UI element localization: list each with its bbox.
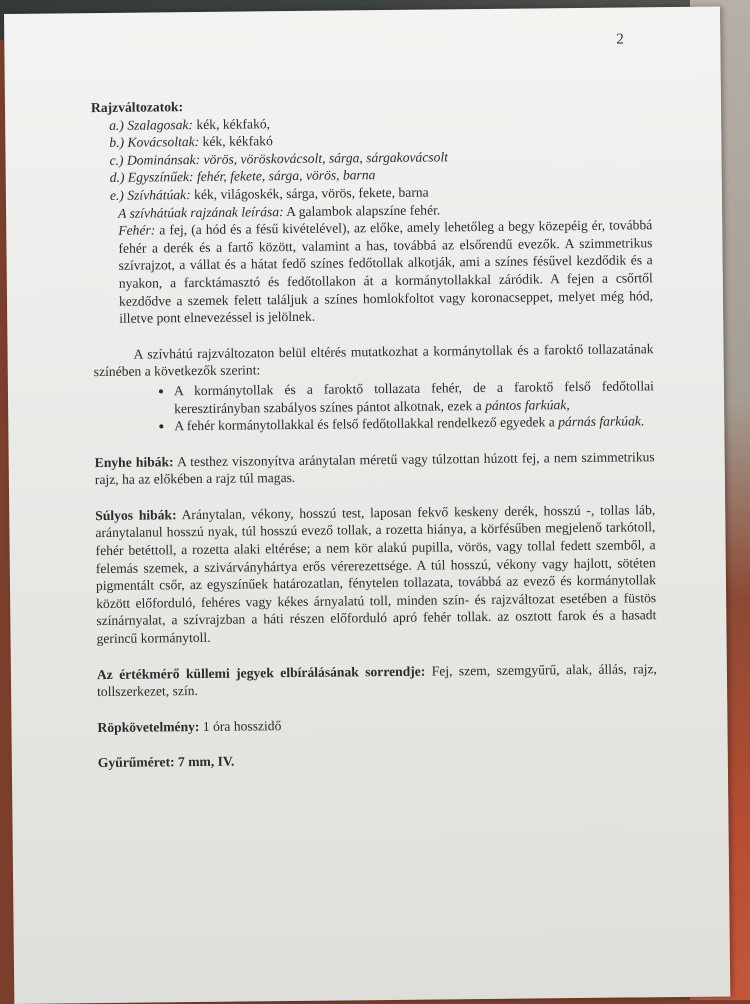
variant-colors: kék, világoskék, sárga, vörös, fekete, barna	[190, 184, 429, 203]
variant-letter: a.)	[109, 117, 124, 133]
variant-name: Dominánsak:	[126, 151, 201, 168]
variant-name: Szívhátúak:	[127, 187, 191, 203]
flight-requirement-label: Röpkövetelmény:	[97, 718, 200, 735]
bullet-text: A kormánytollak és a faroktő tollazata fehér, de a faroktő felső fedőtollai keresztirányban szabályos színes pántot alkotnak, ezek a	[173, 378, 655, 416]
variation-intro: A szívhátú rajzváltozaton belül eltérés mutatkozhat a kormánytollak és a faroktő tollazatának színében a következők szerint:	[93, 340, 654, 380]
variant-letter: b.)	[109, 134, 125, 151]
bullet-item	[174, 377, 654, 417]
major-faults-paragraph	[95, 501, 656, 648]
evaluation-order-label: Az értékmérő küllemi jegyek elbírálásának sorrendje:	[96, 663, 426, 682]
variation-bullets	[94, 377, 655, 436]
minor-faults-paragraph	[95, 448, 655, 489]
page-number: 2	[616, 31, 624, 48]
ring-size-label: Gyűrűméret: 7 mm, IV.	[97, 754, 235, 771]
bullet-after: .	[640, 413, 645, 429]
major-faults-label: Súlyos hibák:	[95, 507, 177, 523]
variant-colors: kék, kékfakó	[199, 133, 273, 150]
ring-size-paragraph	[98, 749, 658, 772]
description-intro: A galambok alapszíne fehér.	[283, 202, 441, 219]
variant-name: Szalagosak:	[127, 116, 194, 133]
description-title: A szívhátúak rajzának leírása:	[118, 203, 284, 221]
description-paragraph	[92, 199, 653, 328]
bullet-item	[174, 412, 654, 435]
evaluation-order-text: Fej, szem, szemgyűrű, alak, állás, rajz, tollszerkezet, szín.	[97, 660, 657, 700]
variant-letter: c.)	[109, 152, 124, 168]
description-text: a fej, (a hód és a fésű kivételével), az előke, amely lehetőleg a begy közepéig ér, továbbá fehér a derék és a fartő között, valamint a has, továbbá az elsőrendű evezők. A szimmetrikus szívrajzot, a vállat és a hátat fedő színes fedőtollak alkotják, ami a színes fésűvel kezdődik és a nyakon, a farcktámasztó és fedőtollakon át a kormánytollakkal záródik. A fejen a csőrtől kezdődve a szemek felett találjuk a színes homlokfoltot vagy koronacseppet, melyet még hód, illetve pont elnevezéssel is jelölnek.	[118, 217, 654, 326]
flight-requirement-paragraph	[97, 713, 657, 736]
evaluation-order-paragraph	[97, 660, 657, 701]
section-heading-rajzvaltozatok: Rajzváltozatok:	[90, 99, 184, 116]
flight-requirement-text: 1 óra hosszidő	[199, 717, 282, 734]
variant-colors: fehér, fekete, sárga, vörös, barna	[193, 167, 376, 185]
variant-letter: d.)	[109, 170, 125, 186]
variant-name: Egyszínűek:	[127, 169, 194, 186]
variant-colors: vörös, vöröskovácsolt, sárga, sárgakovácsolt	[200, 149, 449, 167]
minor-faults-label: Enyhe hibák:	[94, 453, 174, 470]
major-faults-text: Aránytalan, vékony, hosszú test, laposan fekvő keskeny derék, hosszú -, tollas láb, aránytalanul hosszú nyak, túl hosszú evező tollak, a rozetta hiánya, a körfésűben megjelenő tarkótoll, fehér betéttoll, a rozetta alaki eltérése; a nem kör alakú pupilla, vörös, vagy tollal fedett szemből, a felemás szemek, a szivárványhártya erős vérerezettsége. A túl hosszú, vékony vagy hajlott, sötéten pigmentált csőr, az egyszínűek határozatlan, fénytelen tollazata, továbbá az evező és kormánytollak között előforduló, fehéres vagy kékes árnyalatú toll, minden szín- és rajzváltozat esetében a füstös színárnyalat, a szívrajzban a háti részen előforduló apró fehér tollak. az osztott farok és a hasadt gerincű kormánytoll.	[95, 502, 657, 647]
document-content	[91, 93, 658, 772]
variant-letter: e.)	[109, 187, 124, 203]
white-label: Fehér:	[118, 222, 156, 238]
bullet-italic: párnás farkúak	[558, 413, 641, 430]
variant-colors: kék, kékfakó,	[192, 115, 271, 132]
bullet-italic: pántos farkúak,	[485, 396, 570, 413]
variant-name: Kovácsoltak:	[127, 134, 200, 150]
document-page	[4, 7, 730, 1004]
bullet-text: A fehér kormánytollakkal és felső fedőtollakkal rendelkező egyedek a	[174, 414, 559, 434]
variant-list	[109, 111, 652, 205]
minor-faults-text: A testhez viszonyítva aránytalan méretű vagy túlzottan húzott fej, a nem szimmetrikus rajz, ha az előkében a rajz túl magas.	[94, 448, 655, 488]
